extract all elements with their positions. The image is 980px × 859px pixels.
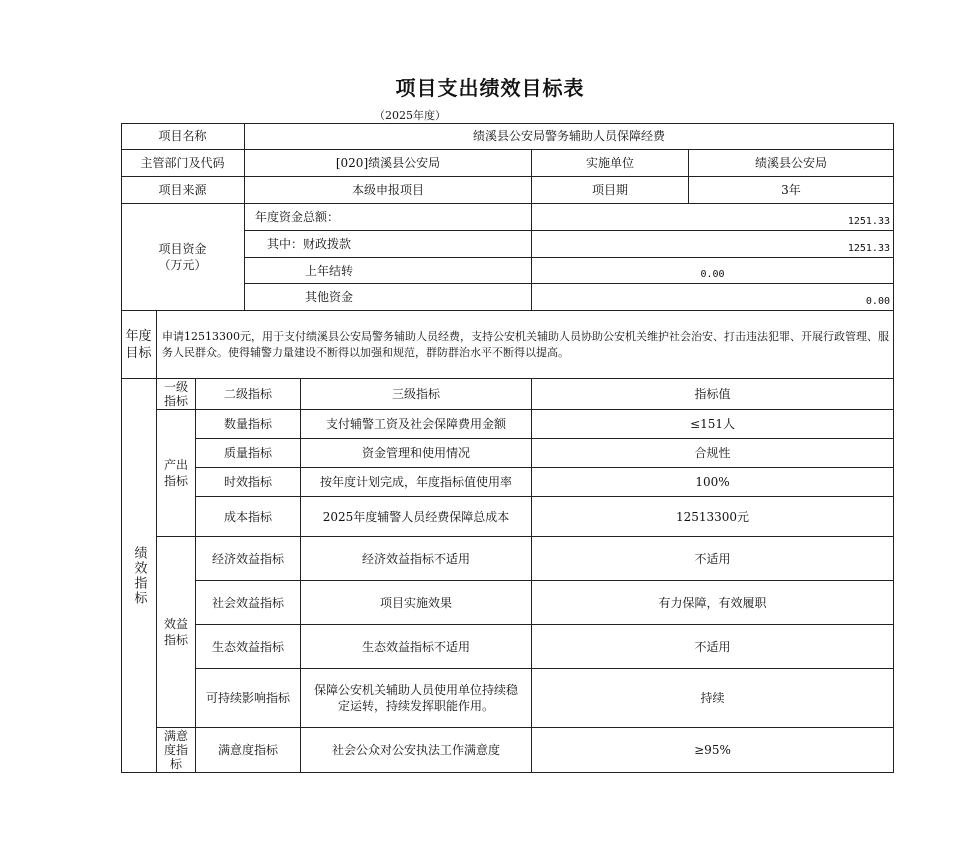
output-row-value: 100% xyxy=(532,468,894,497)
source-value: 本级申报项目 xyxy=(245,177,532,204)
output-indicator-label: 产出指标 xyxy=(157,410,196,537)
output-row-value: ≤151人 xyxy=(532,410,894,439)
benefit-row-value: 持续 xyxy=(532,669,894,728)
benefit-row-level3: 生态效益指标不适用 xyxy=(301,625,532,669)
project-name-value: 绩溪县公安局警务辅助人员保障经费 xyxy=(245,123,894,150)
output-row-value: 12513300元 xyxy=(532,497,894,537)
funds-total-label: 年度资金总额： xyxy=(245,204,532,231)
funds-other-label: 其他资金 xyxy=(245,284,532,311)
funds-carryover-label: 上年结转 xyxy=(245,258,532,284)
col-level3-header: 三级指标 xyxy=(301,379,532,410)
impl-unit-value: 绩溪县公安局 xyxy=(689,150,894,177)
benefit-row-level2: 生态效益指标 xyxy=(196,625,301,669)
satisfaction-row-value: ≥95% xyxy=(532,728,894,773)
indicators-section-text: 绩效指标 xyxy=(131,545,147,606)
output-row-level2: 成本指标 xyxy=(196,497,301,537)
period-label: 项目期 xyxy=(532,177,689,204)
benefit-row-level2: 经济效益指标 xyxy=(196,537,301,581)
benefit-row-level2: 社会效益指标 xyxy=(196,581,301,625)
funds-fiscal-value: 1251.33 xyxy=(532,231,894,258)
col-value-header: 指标值 xyxy=(532,379,894,410)
dept-label: 主管部门及代码 xyxy=(121,150,245,177)
output-row-level2: 时效指标 xyxy=(196,468,301,497)
funds-label-line2: （万元） xyxy=(158,258,207,272)
output-row-level3: 按年度计划完成，年度指标值使用率 xyxy=(301,468,532,497)
benefit-row-value: 有力保障，有效履职 xyxy=(532,581,894,625)
goal-text: 申请12513300元，用于支付绩溪县公安局警务辅助人员经费，支持公安机关辅助人员协助公安机关维护社会治安、打击违法犯罪、开展行政管理、服务人民群众。使得辅警力量建设不断得以加强和规范，群防群治水平不断得以提高。 xyxy=(157,311,894,379)
funds-total-value: 1251.33 xyxy=(532,204,894,231)
col-level1-header: 一级指标 xyxy=(157,379,196,410)
output-row-level3: 资金管理和使用情况 xyxy=(301,439,532,468)
project-name-label: 项目名称 xyxy=(121,123,245,150)
funds-label xyxy=(121,204,245,311)
goal-label: 年度目标 xyxy=(121,311,157,379)
benefit-row-level3: 项目实施效果 xyxy=(301,581,532,625)
output-row-level2: 质量指标 xyxy=(196,439,301,468)
satisfaction-row-level3: 社会公众对公安执法工作满意度 xyxy=(301,728,532,773)
funds-label-line1: 项目资金 xyxy=(158,242,207,256)
output-row-level2: 数量指标 xyxy=(196,410,301,439)
indicators-section-label xyxy=(121,379,157,773)
output-row-level3: 支付辅警工资及社会保障费用金额 xyxy=(301,410,532,439)
output-row-level3: 2025年度辅警人员经费保障总成本 xyxy=(301,497,532,537)
satisfaction-row-level2: 满意度指标 xyxy=(196,728,301,773)
funds-carryover-value: 0.00 xyxy=(532,258,894,284)
performance-table xyxy=(121,123,894,773)
period-value: 3年 xyxy=(689,177,894,204)
benefit-row-level2: 可持续影响指标 xyxy=(196,669,301,728)
satisfaction-indicator-label: 满意度指标 xyxy=(157,728,196,773)
funds-other-value: 0.00 xyxy=(532,284,894,311)
source-label: 项目来源 xyxy=(121,177,245,204)
output-row-value: 合规性 xyxy=(532,439,894,468)
funds-fiscal-label: 其中：财政拨款 xyxy=(245,231,532,258)
year-label: （2025年度） xyxy=(374,109,446,122)
benefit-row-value: 不适用 xyxy=(532,625,894,669)
benefit-row-level3: 经济效益指标不适用 xyxy=(301,537,532,581)
dept-value: [020]绩溪县公安局 xyxy=(245,150,532,177)
impl-unit-label: 实施单位 xyxy=(532,150,689,177)
page-title: 项目支出绩效目标表 xyxy=(395,76,585,100)
benefit-indicator-label: 效益指标 xyxy=(157,537,196,728)
col-level2-header: 二级指标 xyxy=(196,379,301,410)
benefit-row-level3: 保障公安机关辅助人员使用单位持续稳定运转，持续发挥职能作用。 xyxy=(301,669,532,728)
benefit-row-value: 不适用 xyxy=(532,537,894,581)
